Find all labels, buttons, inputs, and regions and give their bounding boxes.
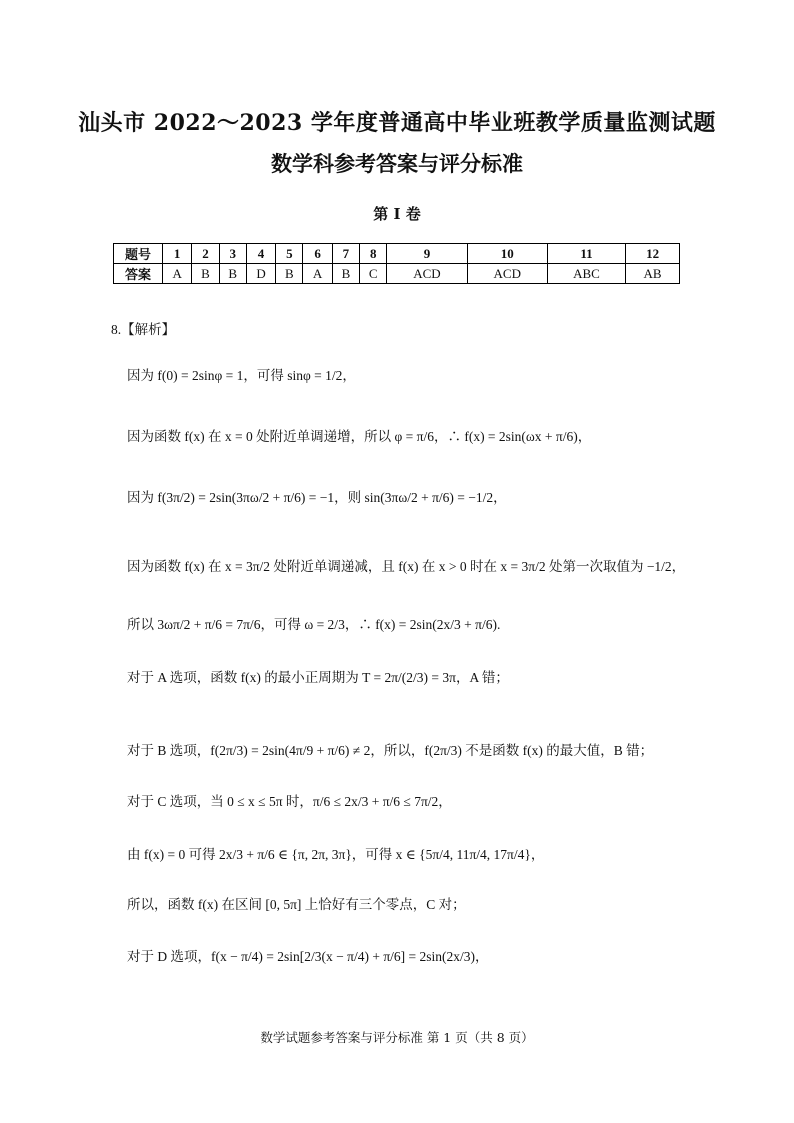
solution-line: 对于 C 选项，当 0 ≤ x ≤ 5π 时，π/6 ≤ 2x/3 + π/6 ≤ 7π/2，	[127, 794, 452, 809]
solution-line: 由 f(x) = 0 可得 2x/3 + π/6 ∈ {π, 2π, 3π}，可得 x ∈ {5π/4, 11π/4, 17π/4}，	[127, 847, 545, 862]
table-row-answers	[114, 264, 680, 284]
table-cell: D	[246, 264, 275, 284]
solution-line: 因为 f(3π/2) = 2sin(3πω/2 + π/6) = −1，则 sin(3πω/2 + π/6) = −1/2，	[127, 490, 507, 505]
table-cell: 12	[626, 244, 680, 264]
table-cell: 1	[163, 244, 192, 264]
table-cell: 3	[219, 244, 246, 264]
table-row-numbers	[114, 244, 680, 264]
table-cell: 4	[246, 244, 275, 264]
table-cell: ACD	[467, 264, 547, 284]
document-subtitle: 数学科参考答案与评分标准	[271, 151, 523, 176]
section-heading: 第 I 卷	[373, 205, 421, 223]
answer-table	[113, 243, 680, 284]
table-cell: 10	[467, 244, 547, 264]
solution-line: 对于 A 选项，函数 f(x) 的最小正周期为 T = 2π/(2/3) = 3π，A 错；	[127, 670, 509, 685]
table-cell: B	[219, 264, 246, 284]
table-cell: B	[276, 264, 303, 284]
table-cell: 11	[547, 244, 625, 264]
table-cell: 9	[387, 244, 467, 264]
solution-heading: 8.【解析】	[111, 322, 176, 337]
solution-line: 因为函数 f(x) 在 x = 0 处附近单调递增，所以 φ = π/6，∴ f(x) = 2sin(ωx + π/6)，	[127, 429, 592, 444]
table-cell: 2	[192, 244, 219, 264]
table-cell: A	[303, 264, 332, 284]
table-cell: C	[360, 264, 387, 284]
solution-line: 对于 D 选项，f(x − π/4) = 2sin[2/3(x − π/4) + π/6] = 2sin(2x/3)，	[127, 949, 489, 964]
table-cell: 5	[276, 244, 303, 264]
solution-line: 对于 B 选项，f(2π/3) = 2sin(4π/9 + π/6) ≠ 2，所以，f(2π/3) 不是函数 f(x) 的最大值，B 错；	[127, 743, 654, 758]
solution-line: 因为 f(0) = 2sinφ = 1，可得 sinφ = 1/2，	[127, 368, 356, 383]
row-header-answer: 答案	[114, 264, 163, 284]
table-cell: 8	[360, 244, 387, 264]
table-cell: B	[332, 264, 359, 284]
table-cell: AB	[626, 264, 680, 284]
table-cell: 7	[332, 244, 359, 264]
table-cell: ACD	[387, 264, 467, 284]
page-footer: 数学试题参考答案与评分标准 第 1 页（共 8 页）	[260, 1030, 534, 1045]
solution-line: 因为函数 f(x) 在 x = 3π/2 处附近单调递减，且 f(x) 在 x > 0 时在 x = 3π/2 处第一次取值为 −1/2，	[127, 559, 686, 574]
table-cell: A	[163, 264, 192, 284]
table-cell: 6	[303, 244, 332, 264]
solution-line: 所以 3ωπ/2 + π/6 = 7π/6，可得 ω = 2/3，∴ f(x) = 2sin(2x/3 + π/6).	[127, 617, 501, 632]
table-cell: ABC	[547, 264, 625, 284]
row-header-number: 题号	[114, 244, 163, 264]
table-cell: B	[192, 264, 219, 284]
document-title: 汕头市 2022～2023 学年度普通高中毕业班教学质量监测试题	[78, 110, 716, 136]
solution-line: 所以，函数 f(x) 在区间 [0, 5π] 上恰好有三个零点，C 对；	[127, 897, 466, 912]
